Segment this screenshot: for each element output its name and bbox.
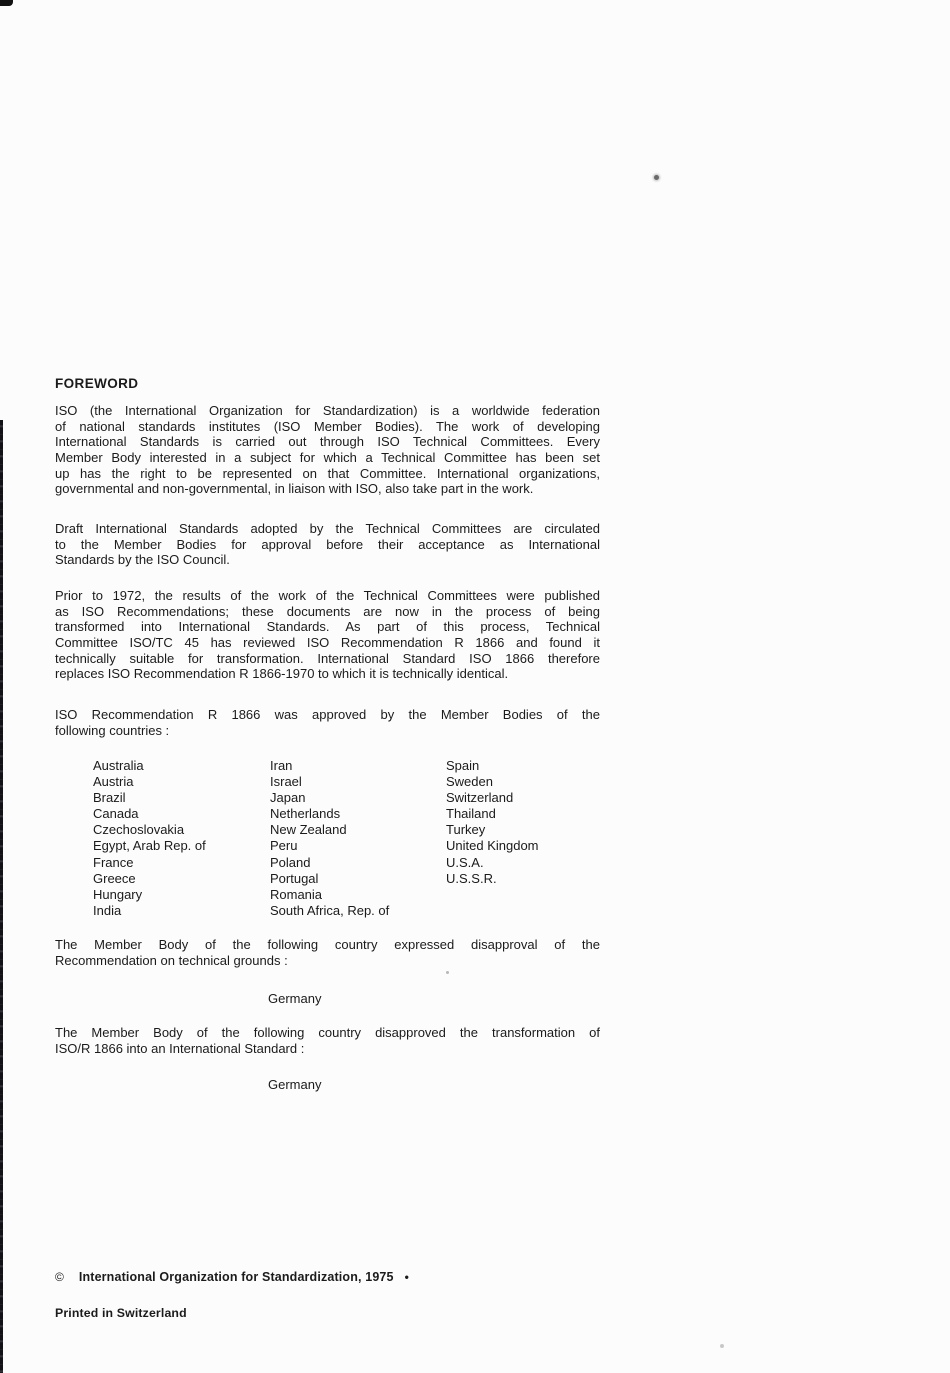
copyright-bullet-icon: •: [404, 1270, 409, 1284]
scan-speck: [654, 175, 659, 180]
text-line: Netherlands: [270, 806, 341, 822]
text-line: U.S.A.: [446, 854, 484, 870]
paragraph-disapproval-transformation: [55, 1025, 600, 1056]
disapproval-country-2: Germany: [268, 1077, 322, 1092]
text-line: Spain: [446, 758, 480, 773]
printed-in-switzerland: Printed in Switzerland: [55, 1306, 187, 1320]
text-line: Japan: [270, 790, 306, 806]
text-line: Romania: [270, 886, 323, 902]
text-line: Czechoslovakia: [93, 822, 185, 838]
text-line: New Zealand: [270, 822, 347, 838]
paragraph-approved-by: [55, 707, 600, 738]
text-line: Prior to 1972, the results of the work of the Technical Committees were published: [55, 588, 600, 603]
text-line: Greece: [93, 870, 136, 886]
text-line: Recommendation on technical grounds :: [55, 952, 288, 968]
text-line: Egypt, Arab Rep. of: [93, 838, 206, 854]
paragraph-iso-intro: [55, 403, 600, 497]
text-line: The Member Body of the following country expressed disapproval of the: [55, 937, 600, 952]
text-line: Hungary: [93, 886, 143, 902]
paragraph-prior-1972: [55, 588, 600, 682]
scan-speck: [446, 971, 449, 974]
text-line: technically suitable for transformation. International Standard ISO 1866 therefore: [55, 650, 600, 666]
text-line: Sweden: [446, 774, 493, 790]
text-line: Portugal: [270, 870, 319, 886]
copyright-text: International Organization for Standardization, 1975: [78, 1270, 394, 1284]
text-line: France: [93, 854, 134, 870]
text-line: replaces ISO Recommendation R 1866-1970 to which it is technically identical.: [55, 666, 509, 682]
paragraph-disapproval-technical: [55, 937, 600, 968]
text-line: Canada: [93, 806, 139, 822]
text-line: The Member Body of the following country disapproved the transformation of: [55, 1025, 600, 1040]
text-line: ISO Recommendation R 1866 was approved by the Member Bodies of the: [55, 707, 600, 722]
text-line: ISO (the International Organization for Standardization) is a worldwide federation: [55, 403, 600, 418]
text-line: Peru: [270, 838, 298, 854]
copyright-symbol: ©: [55, 1270, 64, 1284]
text-line: Iran: [270, 758, 293, 773]
foreword-heading: FOREWORD: [55, 376, 139, 391]
text-line: Israel: [270, 774, 302, 790]
scan-speck: [720, 1344, 724, 1348]
text-line: U.S.S.R.: [446, 870, 497, 886]
paragraph-draft-standards: [55, 521, 600, 568]
country-list-column-1: [93, 758, 206, 919]
text-line: Poland: [270, 854, 311, 870]
text-line: International Standards is carried out through ISO Technical Committees. Every: [55, 434, 600, 450]
text-line: following countries :: [55, 722, 170, 738]
disapproval-country-1: Germany: [268, 991, 322, 1006]
text-line: Committee ISO/TC 45 has reviewed ISO Recommendation R 1866 and found it: [55, 635, 600, 651]
text-line: Austria: [93, 774, 134, 790]
text-line: Member Body interested in a subject for which a Technical Committee has been set: [55, 450, 600, 466]
text-line: as ISO Recommendations; these documents are now in the process of being: [55, 603, 600, 619]
text-line: United Kingdom: [446, 838, 539, 854]
text-line: ISO/R 1866 into an International Standard :: [55, 1040, 305, 1056]
text-line: Draft International Standards adopted by the Technical Committees are circulated: [55, 521, 600, 536]
text-line: Turkey: [446, 822, 486, 838]
text-line: Australia: [93, 758, 144, 773]
scan-edge-artifact-bar: [0, 420, 3, 1373]
text-line: Brazil: [93, 790, 126, 806]
text-line: governmental and non-governmental, in liaison with ISO, also take part in the work.: [55, 481, 534, 497]
text-line: South Africa, Rep. of: [270, 902, 390, 918]
text-line: of national standards institutes (ISO Member Bodies). The work of developing: [55, 418, 600, 434]
text-line: to the Member Bodies for approval before their acceptance as International: [55, 536, 600, 552]
country-list-column-2: [270, 758, 389, 919]
text-line: up has the right to be represented on that Committee. International organizations,: [55, 465, 600, 481]
copyright-line: [55, 1270, 409, 1284]
text-line: transformed into International Standards. As part of this process, Technical: [55, 619, 600, 635]
text-line: Standards by the ISO Council.: [55, 552, 230, 568]
text-line: Thailand: [446, 806, 496, 822]
text-line: India: [93, 902, 122, 918]
country-list-column-3: [446, 758, 539, 887]
scan-corner-mark: [0, 0, 13, 6]
text-line: Switzerland: [446, 790, 514, 806]
